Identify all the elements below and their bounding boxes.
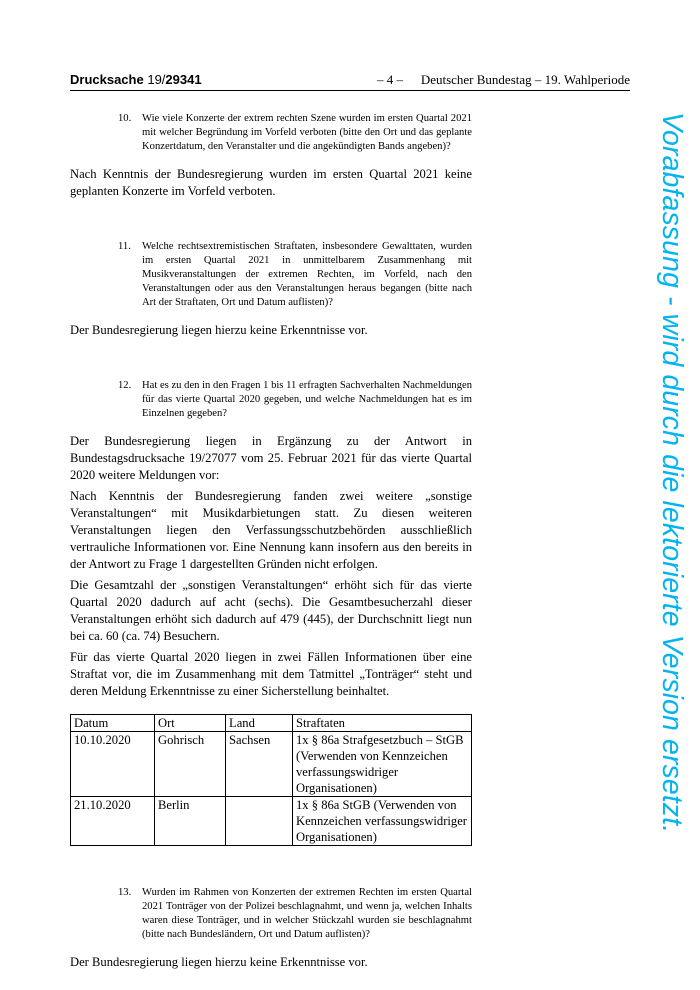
table-row [71,732,472,797]
header-rule [70,90,630,91]
answer-11: Der Bundesregierung liegen hierzu keine Erkenntnisse vor. [70,323,368,337]
offences-table [70,714,472,846]
answer-12-paragraph: Für das vierte Quartal 2020 liegen in zwei Fällen Informationen über eine Straftat vor, die im Zusammenhang mit dem Tatmittel „Tonträger“ steht und deren Meldung Erkenntnisse zu einer Sicherstellung beinhaltet. [70,650,472,698]
page-number: – 4 – [377,72,403,87]
question-13: 13. Wurden im Rahmen von Konzerten der extremen Rechten im ersten Quartal 2021 Tonträger von der Polizei beschlagnahmt, und wenn ja, welchen Inhalts waren diese Tonträger, und in welcher Stückzahl wurden sie beschlagnahmt (bitte nach Bundesländern, Ort und Datum auflisten)? [118,887,472,940]
table-cell: 21.10.2020 [71,797,155,846]
page-header [70,72,630,90]
answer-12-paragraph: Nach Kenntnis der Bundesregierung fanden zwei weitere „sonstige Veranstaltungen“ mit Musikdarbietungen statt. Zu diesen weiteren Veranstaltungen liegen den Verfassungsschutzbehörden ausschließlich vertrauliche Informationen vor. Eine Nennung kann insofern aus den bereits in der Antwort zu Frage 1 dargestellten Gründen nicht erfolgen. [70,489,472,571]
table-cell: Berlin [155,797,226,846]
draft-watermark: Vorabfassung - wird durch die lektorierte Version ersetzt. [656,112,688,834]
table-cell: 10.10.2020 [71,732,155,797]
institution-label: Deutscher Bundestag – 19. Wahlperiode [420,72,630,87]
table-row [71,797,472,846]
answer-10: Nach Kenntnis der Bundesregierung wurden im ersten Quartal 2021 keine geplanten Konzerte im Vorfeld verboten. [70,167,472,198]
table-cell: Sachsen [226,732,293,797]
question-10: 10. Wie viele Konzerte der extrem rechten Szene wurden im ersten Quartal 2021 mit welcher Begründung im Vorfeld verboten (bitte den Ort und das geplante Konzertdatum, den Veranstalter und die angekündigten Bands angeben)? [118,113,472,152]
answer-12-paragraph: Der Bundesregierung liegen in Ergänzung zu der Antwort in Bundestagsdrucksache 19/27077 vom 25. Februar 2021 für das vierte Quartal 2020 weitere Meldungen vor: [70,434,472,482]
column-header: Datum [71,715,155,732]
table-header-row [71,715,472,732]
table-cell: 1x § 86a Strafgesetzbuch – StGB (Verwenden von Kennzeichen verfassungswidriger Organisationen) [293,732,472,797]
question-12: 12. Hat es zu den in den Fragen 1 bis 11 erfragten Sachverhalten Nachmeldungen für das vierte Quartal 2020 gegeben, und welche Nachmeldungen hat es im Einzelnen gegeben? [118,380,472,419]
column-header: Ort [155,715,226,732]
answer-13: Der Bundesregierung liegen hierzu keine Erkenntnisse vor. [70,955,368,969]
column-header: Straftaten [293,715,472,732]
table-cell: 1x § 86a StGB (Verwenden von Kennzeichen verfassungswidriger Organisationen) [293,797,472,846]
question-11: 11. Welche rechtsextremistischen Straftaten, insbesondere Gewalttaten, wurden im ersten Quartal 2021 in unmittelbarem Zusammenhang mit Musikveranstaltungen der extremen Rechten, im Vorfeld, nach den Veranstaltungen oder aus den Veranstaltungen heraus begangen (bitte nach Art der Straftaten, Ort und Datum auflisten)? [118,241,472,308]
column-header: Land [226,715,293,732]
table-cell: Gohrisch [155,732,226,797]
drucksache-number: Drucksache 19/29341 [70,72,202,87]
answer-12-paragraph: Die Gesamtzahl der „sonstigen Veranstaltungen“ erhöht sich für das vierte Quartal 2020 dadurch auf acht (sechs). Die Gesamtbesucherzahl dieser Veranstaltungen erhöht sich dadurch auf 479 (445), der Durchschnitt liegt nun bei ca. 60 (ca. 74) Besuchern. [70,578,472,643]
table-cell [226,797,293,846]
document-body [70,112,472,971]
